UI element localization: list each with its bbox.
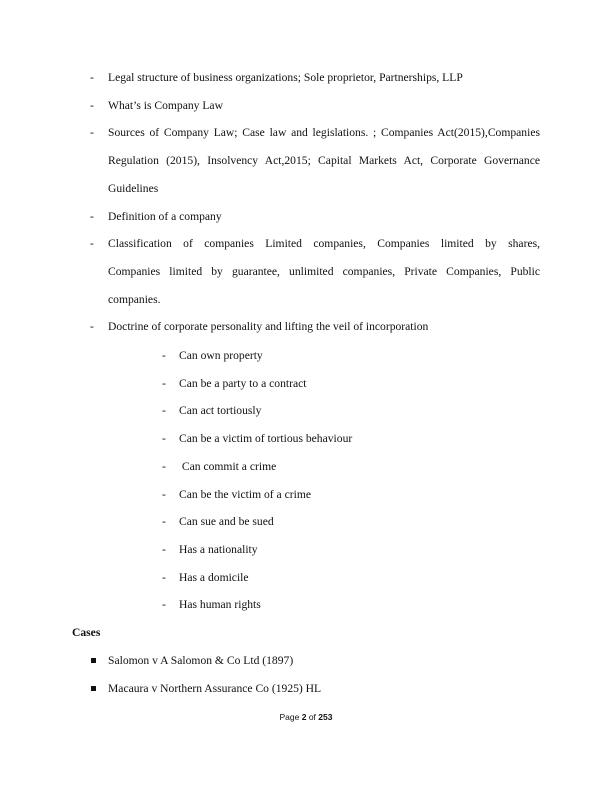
dash-marker: - [162, 404, 166, 418]
dash-marker: - [162, 432, 166, 446]
subitem-text: Can own property [179, 349, 263, 362]
topic-text [108, 313, 540, 341]
subitem [0, 591, 612, 619]
subitem [0, 564, 612, 592]
subitem [0, 425, 612, 453]
case-name: Macaura v Northern Assurance Co (1925) HL [108, 681, 322, 695]
dash-marker: - [162, 459, 166, 473]
subitem [0, 342, 612, 370]
subitem [0, 481, 612, 509]
topic-item [0, 313, 612, 341]
dash-marker: - [90, 237, 94, 251]
subitem-text: Can be the victim of a crime [179, 487, 311, 501]
topic-item [0, 64, 612, 92]
dash-marker: - [162, 570, 166, 584]
subitem [0, 536, 612, 564]
subitem-text: Can be a victim of tortious behaviour [179, 432, 353, 446]
current-page: 2 [301, 712, 307, 722]
cases-list [0, 647, 612, 702]
dash-marker: - [90, 209, 94, 223]
case-item [0, 647, 612, 675]
subitem-text: Can sue and be sued [179, 515, 274, 529]
dash-marker: - [90, 320, 94, 334]
topic-text [108, 230, 540, 313]
corporate-personality-subitems [0, 342, 612, 619]
topic-text [108, 119, 540, 202]
case-item [0, 675, 612, 703]
dash-marker: - [162, 515, 166, 529]
topic-item [0, 92, 612, 120]
topic-line: Companies limited by guarantee, unlimited companies, Private Companies, Public [108, 264, 540, 278]
topic-line: Guidelines [108, 181, 159, 195]
topic-line: companies. [108, 292, 161, 306]
topic-line: Doctrine of corporate personality and lifting the veil of incorporation [108, 320, 429, 334]
dash-marker: - [162, 542, 166, 556]
dash-marker: - [90, 126, 94, 140]
subitem-text: Has a nationality [179, 542, 258, 556]
topic-item [0, 230, 612, 313]
square-bullet-icon [91, 686, 96, 691]
subitem-text: Has human rights [179, 598, 261, 612]
subitem-text: Can act tortiously [179, 404, 262, 418]
total-pages: 253 [318, 712, 333, 722]
topic-line: Legal structure of business organizations; Sole proprietor, Partnerships, LLP [108, 71, 463, 84]
subitem [0, 397, 612, 425]
dash-marker: - [162, 376, 166, 390]
subitem-text: Has a domicile [179, 570, 249, 584]
subitem [0, 508, 612, 536]
dash-marker: - [162, 487, 166, 501]
subitem-text: Can commit a crime [179, 459, 277, 473]
topic-line: Regulation (2015), Insolvency Act,2015; Capital Markets Act, Corporate Governance [108, 154, 540, 168]
case-name: Salomon v A Salomon & Co Ltd (1897) [108, 654, 294, 667]
topic-list [0, 64, 612, 341]
topic-line: Classification of companies Limited companies, Companies limited by shares, [108, 237, 540, 251]
dash-marker: - [162, 349, 166, 362]
topic-item [0, 119, 612, 202]
dash-marker: - [90, 98, 94, 112]
topic-item [0, 203, 612, 231]
topic-line: Definition of a company [108, 209, 222, 223]
square-bullet-icon [91, 658, 96, 663]
dash-marker: - [90, 71, 94, 84]
page-footer [0, 711, 612, 723]
footer-of: of [306, 712, 319, 722]
topic-text [108, 64, 540, 92]
subitem-text: Can be a party to a contract [179, 376, 307, 390]
topic-line: What’s is Company Law [108, 98, 223, 112]
subitem [0, 453, 612, 481]
topic-text [108, 203, 540, 231]
cases-heading: Cases [72, 626, 101, 639]
topic-text [108, 92, 540, 120]
dash-marker: - [162, 598, 166, 612]
subitem [0, 370, 612, 398]
topic-line: Sources of Company Law; Case law and legislations. ; Companies Act(2015),Companies [108, 126, 540, 140]
footer-prefix: Page [279, 712, 302, 722]
